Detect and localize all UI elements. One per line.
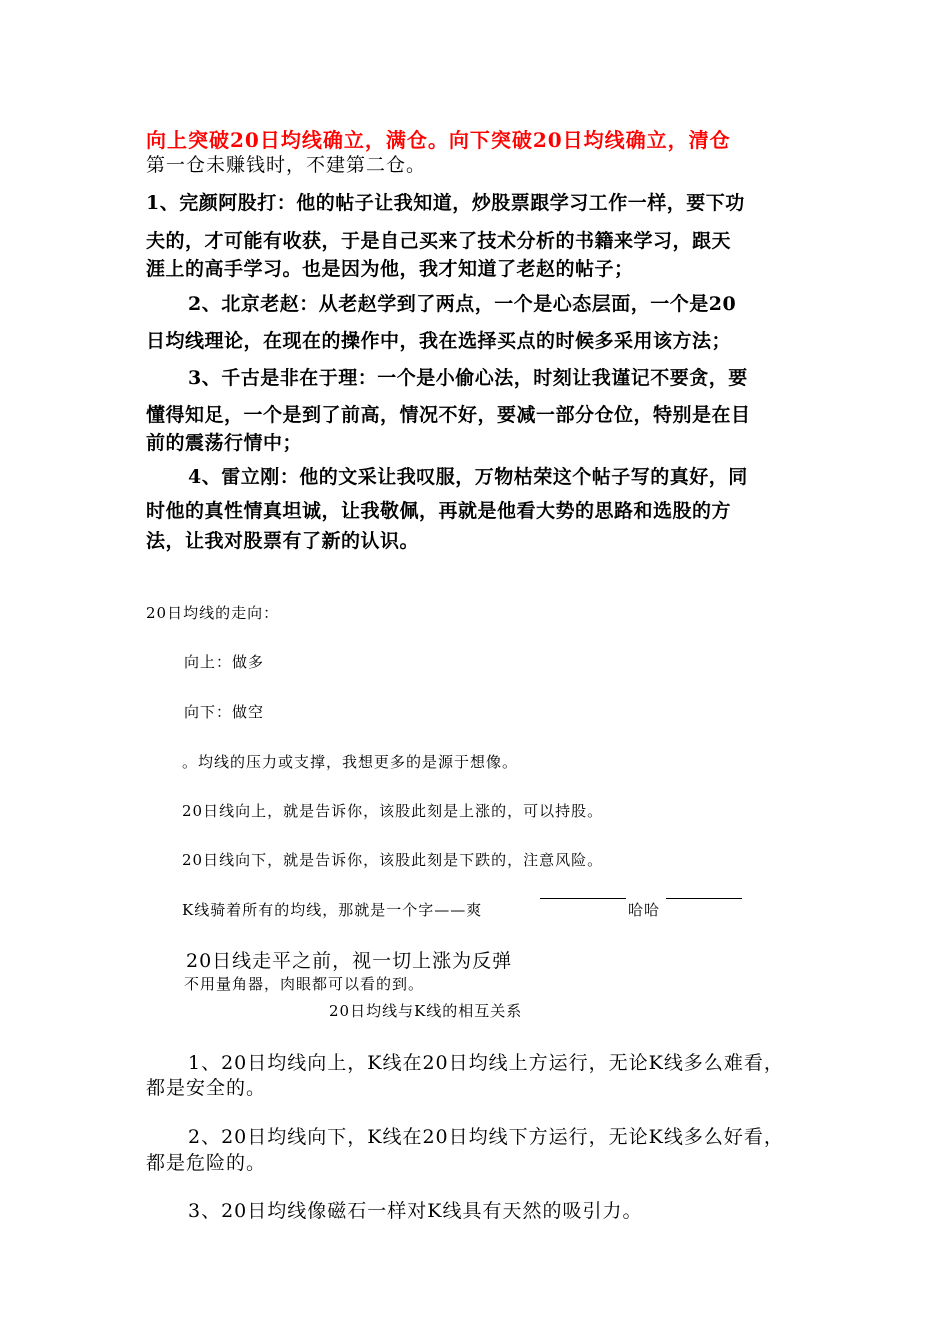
item-2-line-1: 2、北京老赵：从老赵学到了两点，一个是心态层面，一个是20 (188, 293, 737, 315)
heading-red: 向上突破20日均线确立，满仓。向下突破20日均线确立，清仓 (146, 128, 731, 152)
item-4-line-2: 时他的真性情真坦诚，让我敬佩，再就是他看大势的思路和选股的方 (146, 500, 732, 522)
item-1-line-1: 1、完颜阿股打：他的帖子让我知道，炒股票跟学习工作一样，要下功 (146, 192, 745, 214)
relation-1-line-2: 都是安全的。 (146, 1077, 267, 1099)
flat-note: 不用量角器，肉眼都可以看的到。 (184, 975, 425, 993)
relation-1-line-1: 1、20日均线向上，K线在20日均线上方运行，无论K线多么难看， (188, 1052, 784, 1074)
trend-down: 向下：做空 (184, 703, 265, 721)
trend-note-4-rule-1 (540, 898, 626, 899)
item-2-line-2: 日均线理论，在现在的操作中，我在选择买点的时候多采用该方法； (146, 330, 732, 352)
relation-2-line-1: 2、20日均线向下，K线在20日均线下方运行，无论K线多么好看， (188, 1126, 784, 1148)
trend-note-2: 20日线向上，就是告诉你，该股此刻是上涨的，可以持股。 (182, 802, 604, 820)
flat-statement: 20日线走平之前，视一切上涨为反弹 (186, 950, 513, 972)
item-4-line-3: 法，让我对股票有了新的认识。 (146, 530, 420, 552)
relation-title: 20日均线与K线的相互关系 (329, 1002, 523, 1020)
trend-title: 20日均线的走向： (146, 604, 280, 622)
trend-up: 向上：做多 (184, 653, 265, 671)
trend-note-1: 。均线的压力或支撑，我想更多的是源于想像。 (182, 753, 519, 771)
item-4-line-1: 4、雷立刚：他的文采让我叹服，万物枯荣这个帖子写的真好，同 (188, 466, 748, 488)
subheading: 第一仓未赚钱时，不建第二仓。 (146, 154, 427, 176)
relation-2-line-2: 都是危险的。 (146, 1152, 267, 1174)
item-3-line-2: 懂得知足，一个是到了前高，情况不好，要减一部分仓位，特别是在目 (146, 404, 751, 426)
item-3-line-1: 3、千古是非在于理：一个是小偷心法，时刻让我谨记不要贪，要 (188, 367, 748, 389)
item-1-line-2: 夫的，才可能有收获，于是自己买来了技术分析的书籍来学习，跟天 (146, 230, 732, 252)
trend-note-4-tail: 哈哈 (628, 901, 661, 919)
item-1-line-3: 涯上的高手学习。也是因为他，我才知道了老赵的帖子； (146, 258, 634, 280)
trend-note-4-rule-2 (666, 898, 742, 899)
trend-note-4: K线骑着所有的均线，那就是一个字——爽 (182, 901, 483, 919)
trend-note-3: 20日线向下，就是告诉你，该股此刻是下跌的，注意风险。 (182, 851, 604, 869)
relation-3: 3、20日均线像磁石一样对K线具有天然的吸引力。 (188, 1200, 643, 1222)
item-3-line-3: 前的震荡行情中； (146, 432, 303, 454)
